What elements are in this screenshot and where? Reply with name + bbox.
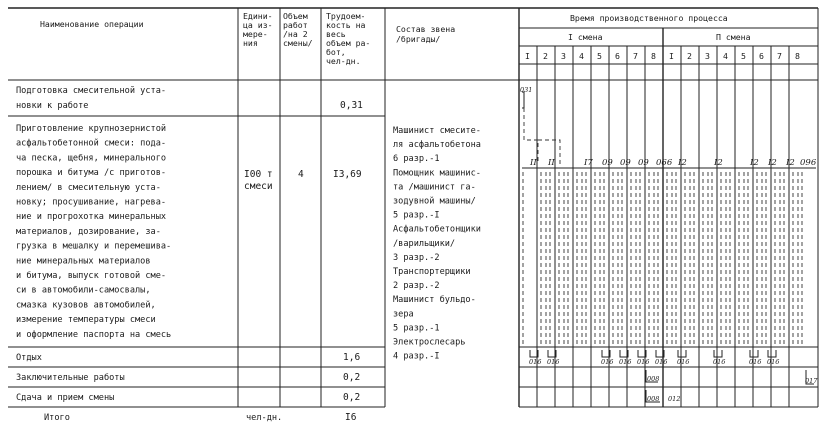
main-time-label: 096 [800,158,817,168]
svg-text:смены/: смены/ [283,38,313,48]
crew-line: Асфальтобетонщики [393,224,481,235]
hour-label: 6 [615,51,620,61]
main-time-label: 09 [620,158,631,168]
header-shift-2: П смена [716,32,751,42]
rest-time-label: 016 [529,358,542,366]
crew-line: зодувной машины/ [393,196,476,207]
rest-time-label: 016 [601,358,614,366]
rest-time-label: 016 [749,358,762,366]
main-time-label: I2 [714,158,723,168]
main-time-label: I2 [750,158,759,168]
crew-line: Машинист смесите- [393,126,481,136]
svg-text:I6: I6 [345,412,357,423]
crew-line: зера [393,309,414,320]
main-operation-line: ние минеральных материалов [16,256,151,267]
main-operation-line: лением/ в смесительную уста- [16,182,161,193]
main-operation-line: новку; просушивание, нагрева- [16,197,167,208]
final-time-label: 017 [805,377,818,385]
hour-columns [519,46,818,407]
main-operation-line: ча песка, щебня, минерального [16,153,167,164]
header-unit [243,11,273,48]
rest-bracket [678,350,686,357]
crew-line: Машинист бульдо- [393,295,476,306]
crew-composition [393,126,481,362]
svg-text:/на 2: /на 2 [283,29,308,39]
svg-text:мере-: мере- [243,29,268,39]
header-crew [396,24,455,44]
crew-line: ля асфальтобетона [393,140,481,151]
crew-line: 5 разр.-1 [393,323,440,334]
main-operation-line: и оформление паспорта на смесь [16,329,172,340]
main-operation-line: и битума, выпуск готовой сме- [16,271,167,281]
svg-text:Трудоем-: Трудоем- [326,11,366,21]
header-labor [326,11,370,66]
svg-text:ния: ния [243,38,258,48]
svg-text:Итого: Итого [44,413,70,423]
main-time-label: 066 [656,158,673,168]
crew-line: Транспортерщики [393,267,471,277]
svg-text:0,2: 0,2 [343,392,361,403]
crew-line: 2 разр.-2 [393,281,440,292]
row-rest [16,352,360,363]
crew-line: та /машинист га- [393,182,476,193]
main-operation-line: си в автомобили-самосвалы, [16,285,151,296]
prep-time-label: 031 [520,86,533,94]
hour-label: 7 [777,51,782,61]
svg-text:/бригады/: /бригады/ [396,34,441,44]
main-volume: 4 [298,169,304,180]
handover-time-label: 008 [647,395,660,403]
svg-text:кость на: кость на [326,20,366,30]
main-time-label: I2 [678,158,687,168]
crew-line: 4 разр.-I [393,351,440,362]
hour-label: 2 [687,51,692,61]
rest-time-label: 016 [655,358,668,366]
rest-bracket [768,350,776,357]
header-operation: Наименование операции [40,19,144,29]
crew-line: 3 разр.-2 [393,252,440,263]
main-operation-line: материалов, дозирование, за- [16,226,161,237]
main-operation-line: измерение температуры смеси [16,315,156,326]
rest-bracket [714,350,722,357]
crew-line: 6 разр.-1 [393,154,440,165]
svg-text:Подготовка смесительной уста-: Подготовка смесительной уста- [16,86,167,96]
final-time-label: 008 [647,375,660,383]
svg-text:Объем: Объем [283,11,308,21]
svg-text:чел-дн.: чел-дн. [326,56,361,66]
main-time-label: I2 [786,158,795,168]
hour-label: 3 [705,51,710,61]
main-operation-line: Приготовление крупнозернистой [16,124,167,134]
hour-label: 3 [561,51,566,61]
main-time-label: 09 [602,158,613,168]
hour-label: 5 [741,51,746,61]
row-preparation [16,86,363,111]
rest-time-label: 016 [767,358,780,366]
rest-time-label: 016 [547,358,560,366]
crew-line: /варильщики/ [393,238,456,249]
svg-text:объем ра-: объем ра- [326,38,371,48]
main-time-label: I7 [584,158,593,168]
rest-time-label: 016 [713,358,726,366]
hour-label: 6 [759,51,764,61]
crew-line: 5 разр.-I [393,210,440,221]
hour-label: 4 [579,51,584,61]
hour-label: 4 [723,51,728,61]
header-process-time: Время производственного процесса [570,13,728,23]
svg-text:Заключительные работы: Заключительные работы [16,373,125,383]
main-operation-line: смазка кузовов автомобилей, [16,300,156,311]
header-shift-1: I смена [568,32,603,42]
main-time-label: II [530,158,537,168]
svg-text:Состав звена: Состав звена [396,24,456,34]
header-volume [283,11,313,48]
hour-label: 7 [633,51,638,61]
svg-text:смеси: смеси [244,181,273,192]
svg-text:0,2: 0,2 [343,372,361,383]
schedule-chart [520,86,818,403]
main-operation-line: грузка в мешалку и перемешива- [16,241,172,252]
crew-line: Электрослесарь [393,337,466,348]
row-shift-handover [16,392,360,403]
svg-text:чел-дн.: чел-дн. [246,413,283,423]
main-time-label: I2 [768,158,777,168]
svg-text:работ: работ [283,20,308,30]
svg-text:Отдых: Отдых [16,353,42,363]
svg-text:бот,: бот, [326,47,346,57]
hour-label: 5 [597,51,602,61]
rest-time-label: 016 [637,358,650,366]
row-total [44,412,357,423]
rest-time-label: 016 [677,358,690,366]
rest-bracket [750,350,758,357]
svg-text:новки к работе: новки к работе [16,101,89,111]
svg-text:весь: весь [326,29,346,39]
svg-text:Сдача и прием смены: Сдача и прием смены [16,393,115,403]
prep-labor: 0,31 [340,100,363,111]
main-time-label: II [548,158,555,168]
row-main-operation [16,124,171,340]
main-time-label: 09 [638,158,649,168]
main-unit [244,169,273,192]
svg-text:Едини-: Едини- [243,11,273,21]
crew-line: Помощник машинис- [393,168,481,179]
handover-time-label: 012 [668,395,681,403]
svg-text:1,6: 1,6 [343,352,361,363]
rest-time-label: 016 [619,358,632,366]
main-operation-line: асфальтобетонной смеси: пода- [16,138,167,149]
main-labor: I3,69 [333,169,362,180]
main-operation-line: ние и прогрохотка минеральных [16,212,167,223]
hour-label: 8 [651,51,656,61]
hour-label: I [525,51,530,61]
svg-text:ца из-: ца из- [243,20,273,30]
row-final-works [16,372,360,383]
main-operation-line: порошка и битума /с приготов- [16,168,167,179]
hour-label: 8 [795,51,800,61]
svg-text:I00 т: I00 т [244,169,273,180]
hour-label: I [669,51,674,61]
hour-label: 2 [543,51,548,61]
